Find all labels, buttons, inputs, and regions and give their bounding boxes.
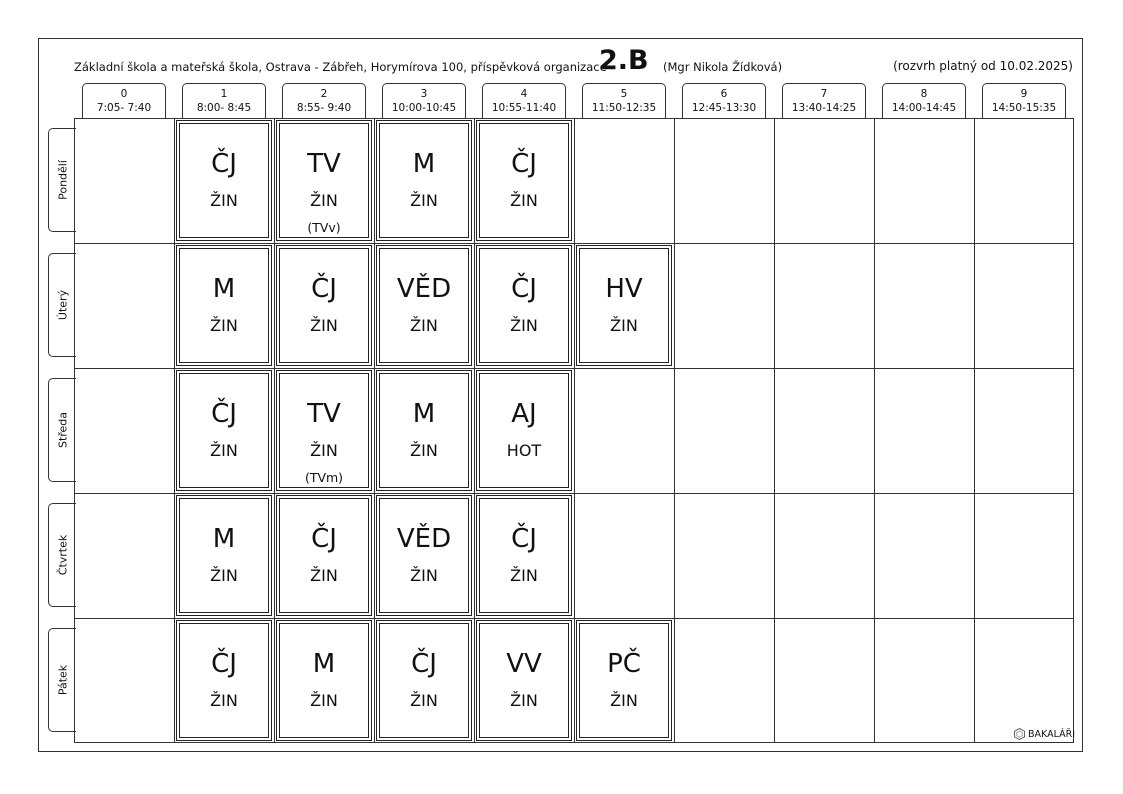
lesson-cell[interactable] xyxy=(576,620,672,741)
day-tab xyxy=(48,628,76,732)
lesson-teacher: ŽIN xyxy=(310,191,338,210)
lesson-subject: M xyxy=(212,274,236,304)
class-name: 2.B xyxy=(599,45,649,76)
lesson-subject: ČJ xyxy=(211,399,237,429)
period-number: 8 xyxy=(920,88,928,100)
lesson-subject: ČJ xyxy=(211,649,237,679)
grid-column-line xyxy=(374,118,375,743)
grid-row-line xyxy=(74,618,1074,619)
logo-text: BAKALÁŘI xyxy=(1028,728,1075,740)
lesson-subject: TV xyxy=(307,399,341,429)
lesson-subject: M xyxy=(412,149,436,179)
grid-column-line xyxy=(574,118,575,743)
period-number: 1 xyxy=(220,88,228,100)
lesson-cell[interactable] xyxy=(376,245,472,366)
lesson-cell[interactable] xyxy=(476,620,572,741)
lesson-subject: VĚD xyxy=(396,274,452,304)
period-tab xyxy=(82,83,166,119)
period-tab xyxy=(682,83,766,119)
period-number: 5 xyxy=(620,88,628,100)
lesson-subject: HV xyxy=(605,274,643,304)
period-tab xyxy=(482,83,566,119)
grid-column-line xyxy=(274,118,275,743)
lesson-subject: ČJ xyxy=(211,149,237,179)
lesson-teacher: HOT xyxy=(506,441,542,460)
lesson-teacher: ŽIN xyxy=(310,566,338,585)
lesson-teacher: ŽIN xyxy=(510,691,538,710)
day-label: Pátek xyxy=(56,664,69,696)
grid-row-line xyxy=(74,368,1074,369)
period-time: 7:05- 7:40 xyxy=(96,102,152,114)
period-time: 14:00-14:45 xyxy=(891,102,957,114)
lesson-subject: AJ xyxy=(511,399,537,429)
lesson-teacher: ŽIN xyxy=(510,316,538,335)
lesson-cell[interactable] xyxy=(376,620,472,741)
period-number: 4 xyxy=(520,88,528,100)
hexagon-logo-icon xyxy=(1014,728,1025,740)
lesson-subject: ČJ xyxy=(511,149,537,179)
lesson-cell[interactable] xyxy=(376,370,472,491)
lesson-subject: ČJ xyxy=(511,524,537,554)
lesson-teacher: ŽIN xyxy=(510,566,538,585)
lesson-subject: TV xyxy=(307,149,341,179)
lesson-cell[interactable] xyxy=(476,120,572,241)
lesson-teacher: ŽIN xyxy=(310,441,338,460)
period-number: 2 xyxy=(320,88,328,100)
period-tab xyxy=(782,83,866,119)
lesson-subject: ČJ xyxy=(411,649,437,679)
period-number: 9 xyxy=(1020,88,1028,100)
lesson-teacher: ŽIN xyxy=(610,316,638,335)
period-time: 8:55- 9:40 xyxy=(296,102,352,114)
period-tab xyxy=(182,83,266,119)
lesson-cell[interactable] xyxy=(176,370,272,491)
period-time: 13:40-14:25 xyxy=(791,102,857,114)
lesson-teacher: ŽIN xyxy=(210,691,238,710)
period-time: 12:45-13:30 xyxy=(691,102,757,114)
period-time: 10:55-11:40 xyxy=(491,102,557,114)
day-label: Pondělí xyxy=(56,160,69,200)
period-tab xyxy=(982,83,1066,119)
period-number: 6 xyxy=(720,88,728,100)
school-name: Základní škola a mateřská škola, Ostrava - Zábřeh, Horymírova 100, příspěvková organizace xyxy=(74,60,607,74)
period-time: 14:50-15:35 xyxy=(991,102,1057,114)
period-tab xyxy=(382,83,466,119)
lesson-teacher: ŽIN xyxy=(410,691,438,710)
period-number: 7 xyxy=(820,88,828,100)
lesson-cell[interactable] xyxy=(176,620,272,741)
period-number: 0 xyxy=(120,88,128,100)
lesson-cell[interactable] xyxy=(476,495,572,616)
lesson-subject: VĚD xyxy=(396,524,452,554)
grid-column-line xyxy=(774,118,775,743)
lesson-cell[interactable] xyxy=(476,245,572,366)
lesson-teacher: ŽIN xyxy=(410,191,438,210)
grid-column-line xyxy=(674,118,675,743)
lesson-teacher: ŽIN xyxy=(210,566,238,585)
grid-column-line xyxy=(974,118,975,743)
day-tab xyxy=(48,503,76,607)
lesson-cell[interactable] xyxy=(176,495,272,616)
bakalari-logo xyxy=(1014,728,1075,740)
lesson-cell[interactable] xyxy=(276,620,372,741)
day-tab xyxy=(48,253,76,357)
lesson-cell[interactable] xyxy=(476,370,572,491)
lesson-cell[interactable] xyxy=(176,245,272,366)
period-number: 3 xyxy=(420,88,428,100)
day-tab xyxy=(48,378,76,482)
lesson-cell[interactable] xyxy=(276,120,372,241)
lesson-subject: ČJ xyxy=(511,274,537,304)
period-tab xyxy=(882,83,966,119)
lesson-subject: M xyxy=(412,399,436,429)
day-tab xyxy=(48,128,76,232)
grid-row-line xyxy=(74,243,1074,244)
lesson-subject: PČ xyxy=(607,649,641,679)
grid-row-line xyxy=(74,493,1074,494)
lesson-subject: ČJ xyxy=(311,524,337,554)
validity-date: (rozvrh platný od 10.02.2025) xyxy=(893,59,1073,73)
period-tab xyxy=(282,83,366,119)
period-tab xyxy=(582,83,666,119)
lesson-cell[interactable] xyxy=(176,120,272,241)
day-label: Středa xyxy=(56,411,69,449)
lesson-subject: M xyxy=(312,649,336,679)
lesson-group: (TVm) xyxy=(304,470,344,485)
class-teacher: (Mgr Nikola Žídková) xyxy=(663,60,783,74)
lesson-teacher: ŽIN xyxy=(410,566,438,585)
lesson-teacher: ŽIN xyxy=(210,441,238,460)
lesson-cell[interactable] xyxy=(276,245,372,366)
grid-column-line xyxy=(174,118,175,743)
lesson-subject: ČJ xyxy=(311,274,337,304)
lesson-subject: M xyxy=(212,524,236,554)
lesson-teacher: ŽIN xyxy=(210,191,238,210)
lesson-teacher: ŽIN xyxy=(210,316,238,335)
lesson-cell[interactable] xyxy=(576,245,672,366)
lesson-cell[interactable] xyxy=(376,120,472,241)
grid-column-line xyxy=(874,118,875,743)
lesson-teacher: ŽIN xyxy=(510,191,538,210)
lesson-teacher: ŽIN xyxy=(410,316,438,335)
lesson-subject: VV xyxy=(506,649,542,679)
grid-column-line xyxy=(474,118,475,743)
lesson-teacher: ŽIN xyxy=(310,691,338,710)
period-time: 10:00-10:45 xyxy=(391,102,457,114)
lesson-group: (TVv) xyxy=(307,220,341,235)
lesson-teacher: ŽIN xyxy=(410,441,438,460)
period-time: 11:50-12:35 xyxy=(591,102,657,114)
lesson-teacher: ŽIN xyxy=(610,691,638,710)
lesson-teacher: ŽIN xyxy=(310,316,338,335)
lesson-cell[interactable] xyxy=(376,495,472,616)
lesson-cell[interactable] xyxy=(276,370,372,491)
day-label: Úterý xyxy=(56,289,69,321)
lesson-cell[interactable] xyxy=(276,495,372,616)
period-time: 8:00- 8:45 xyxy=(196,102,252,114)
day-label: Čtvrtek xyxy=(56,534,69,576)
